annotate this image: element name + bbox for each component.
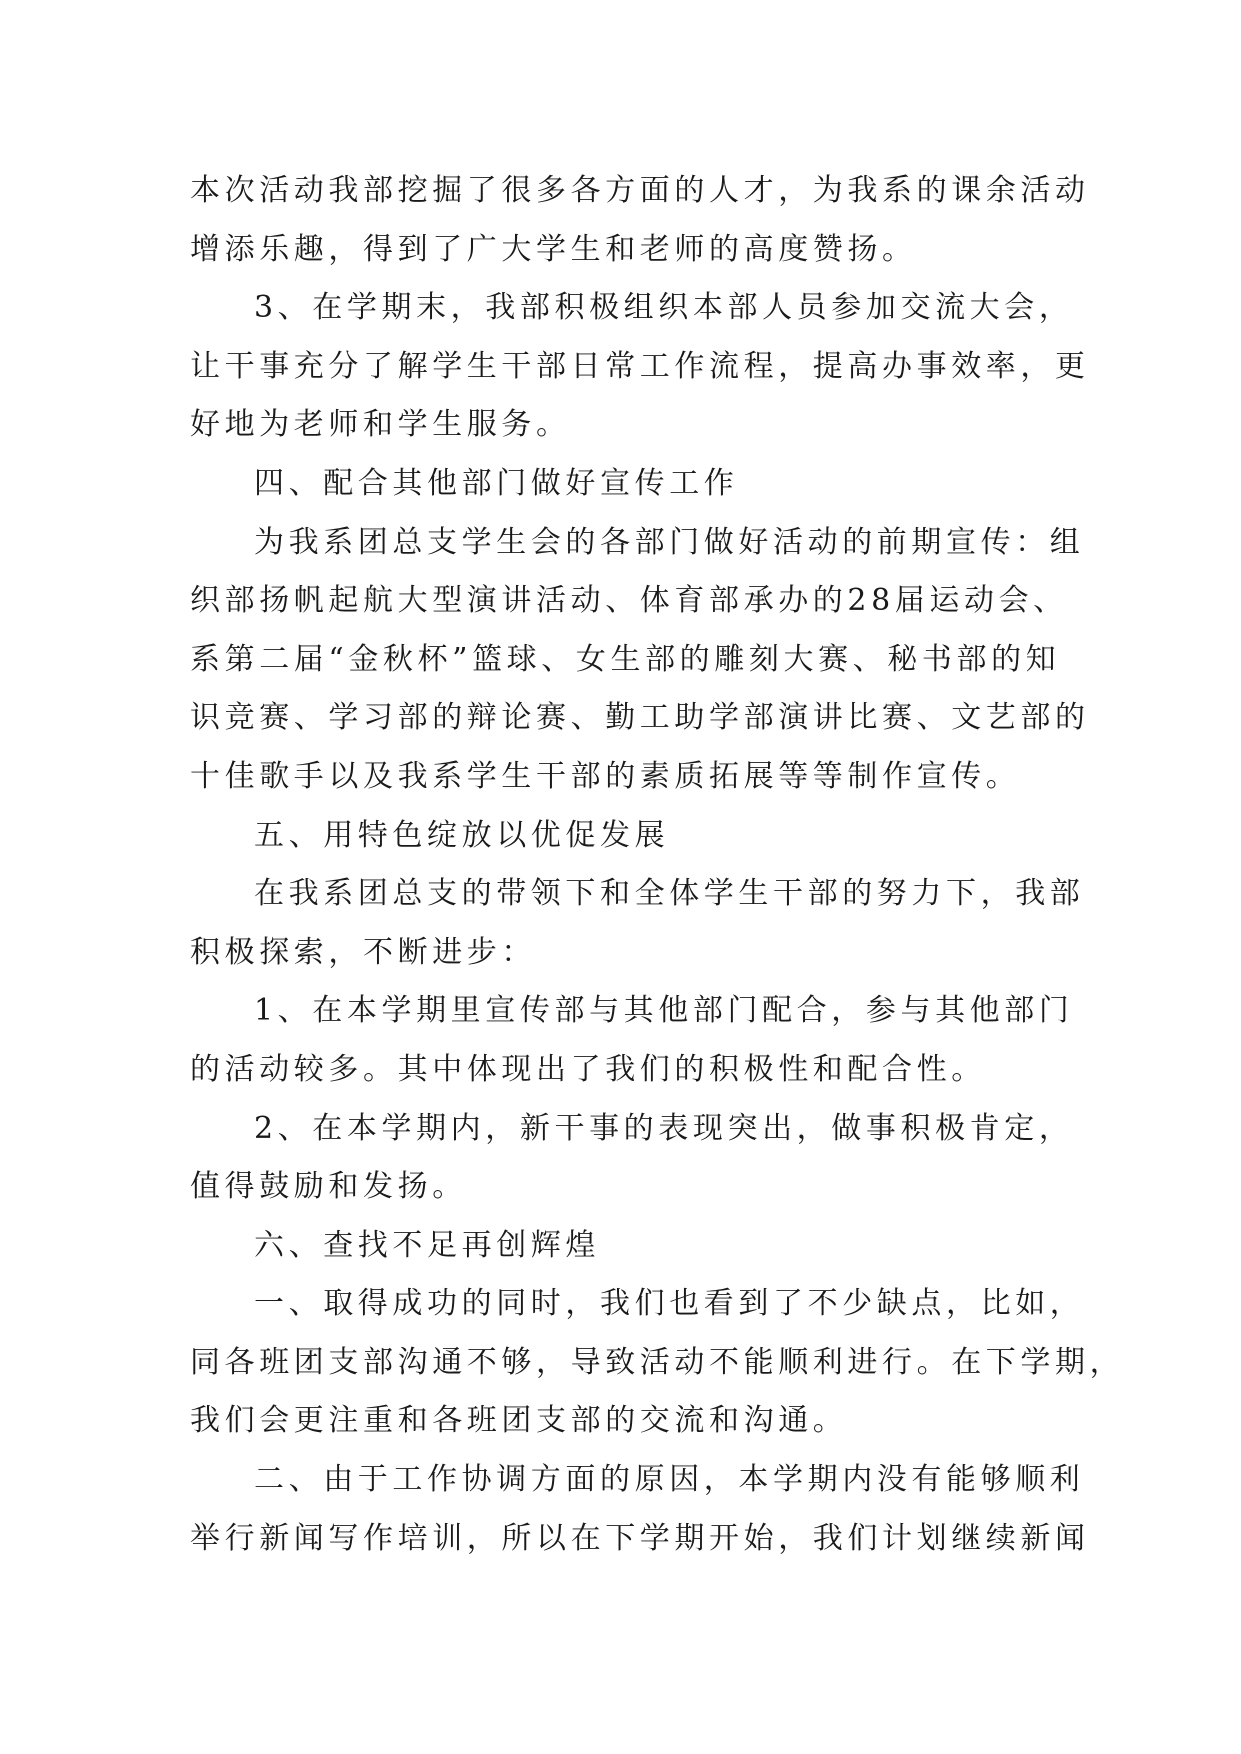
text-line: 为我系团总支学生会的各部门做好活动的前期宣传：组 (254, 524, 1085, 560)
text-line: 让干事充分了解学生干部日常工作流程，提高办事效率，更 (190, 348, 1090, 384)
text-line: 识竞赛、学习部的辩论赛、勤工助学部演讲比赛、文艺部的 (190, 700, 1090, 736)
text-line: 织部扬帆起航大型演讲活动、体育部承办的28届运动会、 (190, 583, 1068, 619)
text-line: 一、取得成功的同时，我们也看到了不少缺点，比如， (254, 1286, 1085, 1322)
text-line: 1、在本学期里宣传部与其他部门配合，参与其他部门 (254, 993, 1074, 1029)
document-body (190, 162, 1125, 1568)
text-line: 十佳歌手以及我系学生干部的素质拓展等等制作宣传。 (190, 758, 1021, 794)
text-line: 举行新闻写作培训，所以在下学期开始，我们计划继续新闻 (190, 1520, 1090, 1556)
text-line: 的活动较多。其中体现出了我们的积极性和配合性。 (190, 1051, 986, 1087)
text-line: 在我系团总支的带领下和全体学生干部的努力下，我部 (254, 876, 1085, 912)
text-line: 系第二届“金秋杯”篮球、女生部的雕刻大赛、秘书部的知 (190, 641, 1061, 677)
text-line: 值得鼓励和发扬。 (190, 1169, 467, 1205)
text-line: 同各班团支部沟通不够，导致活动不能顺利进行。在下学期， (190, 1344, 1125, 1380)
text-line: 2、在本学期内，新干事的表现突出，做事积极肯定， (254, 1110, 1074, 1146)
section-heading: 五、用特色绽放以优促发展 (254, 817, 670, 853)
text-line: 本次活动我部挖掘了很多各方面的人才，为我系的课余活动 (190, 173, 1090, 208)
text-line: 3、在学期末，我部积极组织本部人员参加交流大会， (254, 290, 1074, 326)
text-line: 好地为老师和学生服务。 (190, 407, 571, 443)
text-line: 增添乐趣，得到了广大学生和老师的高度赞扬。 (190, 231, 917, 267)
section-heading: 四、配合其他部门做好宣传工作 (254, 465, 739, 501)
text-line: 二、由于工作协调方面的原因，本学期内没有能够顺利 (254, 1462, 1085, 1498)
section-heading: 六、查找不足再创辉煌 (254, 1227, 600, 1263)
text-line: 我们会更注重和各班团支部的交流和沟通。 (190, 1403, 848, 1439)
text-line: 积极探索，不断进步： (190, 934, 536, 970)
